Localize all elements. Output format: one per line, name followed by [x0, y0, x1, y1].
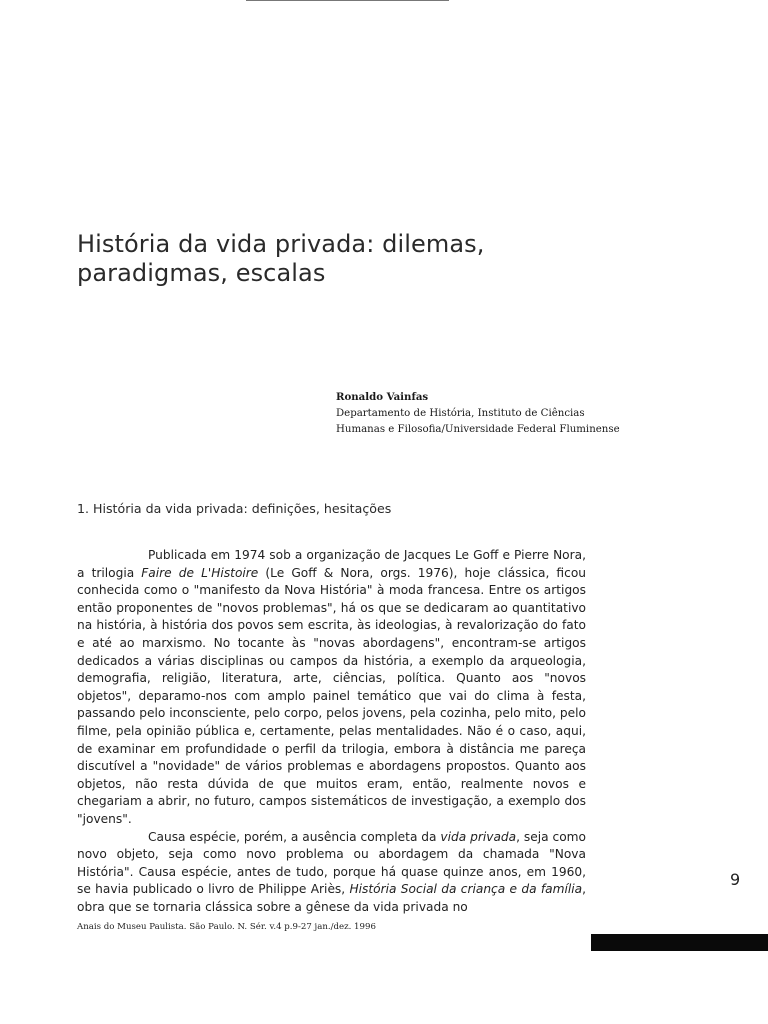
- italic-text-run: Faire de L'Histoire: [141, 565, 259, 580]
- black-bar: [591, 934, 768, 951]
- italic-text-run: vida privada: [440, 829, 517, 844]
- footer-citation: Anais do Museu Paulista. São Paulo. N. Sér. v.4 p.9-27 jan./dez. 1996: [77, 922, 376, 932]
- text-run: , seja como novo objeto, seja como novo problema ou abordagem da chamada "Nova História". Causa espécie, antes de tudo, porque há quase quinze anos, em 1960, se havia publicado o livro de Philippe Ariès,: [77, 829, 587, 897]
- section-heading: 1. História da vida privada: definições, hesitações: [77, 501, 392, 516]
- text-run: Publicada em 1974 sob a organização de Jacques Le Goff e Pierre Nora, a trilogia: [77, 548, 586, 580]
- article-title-line-2: paradigmas, escalas: [77, 259, 326, 287]
- author-affiliation-line-2: Humanas e Filosofia/Universidade Federal Fluminense: [336, 424, 620, 435]
- body-text: [77, 547, 586, 916]
- page-number: 9: [730, 870, 741, 889]
- italic-text-run: História Social da criança e da família: [349, 882, 583, 897]
- author-affiliation-line-1: Departamento de História, Instituto de Ciências: [336, 407, 585, 419]
- text-run: (Le Goff & Nora, orgs. 1976), hoje clássica, ficou conhecida como o "manifesto da Nova História" à moda francesa. Entre os artigos então proponentes de "novos problemas", há os que se dedicaram ao quantitativo na história, à história dos povos sem escrita, às ideologias, à revalorização do fato e até ao marxismo. No tocante às "novas abordagens", encontram-se artigos dedicados a várias disciplinas ou campos da história, a exemplo da arqueologia, demografia, religião, literatura, arte, ciências, política. Quanto aos "novos objetos", deparamo-nos com amplo painel temático que vai do clima à festa, passando pelo inconsciente, pelo corpo, pelos jovens, pela cozinha, pelo mito, pelo filme, pela opinião pública e, certamente, pelas mentalidades. Não é o caso, aqui, de examinar em profundidade o perfil da trilogia, embora à distância me pareça discutível a "novidade" de vários problemas e abordagens propostos. Quanto aos objetos, não resta dúvida de que muitos eram, então, realmente novos e chegariam a abrir, no futuro, campos sistemáticos de investigação, a exemplo dos "jovens".: [77, 565, 586, 826]
- author-name: Ronaldo Vainfas: [336, 391, 429, 403]
- article-title: [77, 230, 637, 288]
- text-run: Causa espécie, porém, a ausência completa da: [148, 829, 441, 844]
- paragraph-1: [77, 547, 586, 829]
- paragraph-2: [77, 829, 586, 917]
- text-run: , obra que se tornaria clássica sobre a gênese da vida privada no: [77, 882, 586, 914]
- article-title-line-1: História da vida privada: dilemas,: [77, 230, 485, 258]
- top-rule: [246, 0, 449, 1]
- author-block: [336, 389, 696, 439]
